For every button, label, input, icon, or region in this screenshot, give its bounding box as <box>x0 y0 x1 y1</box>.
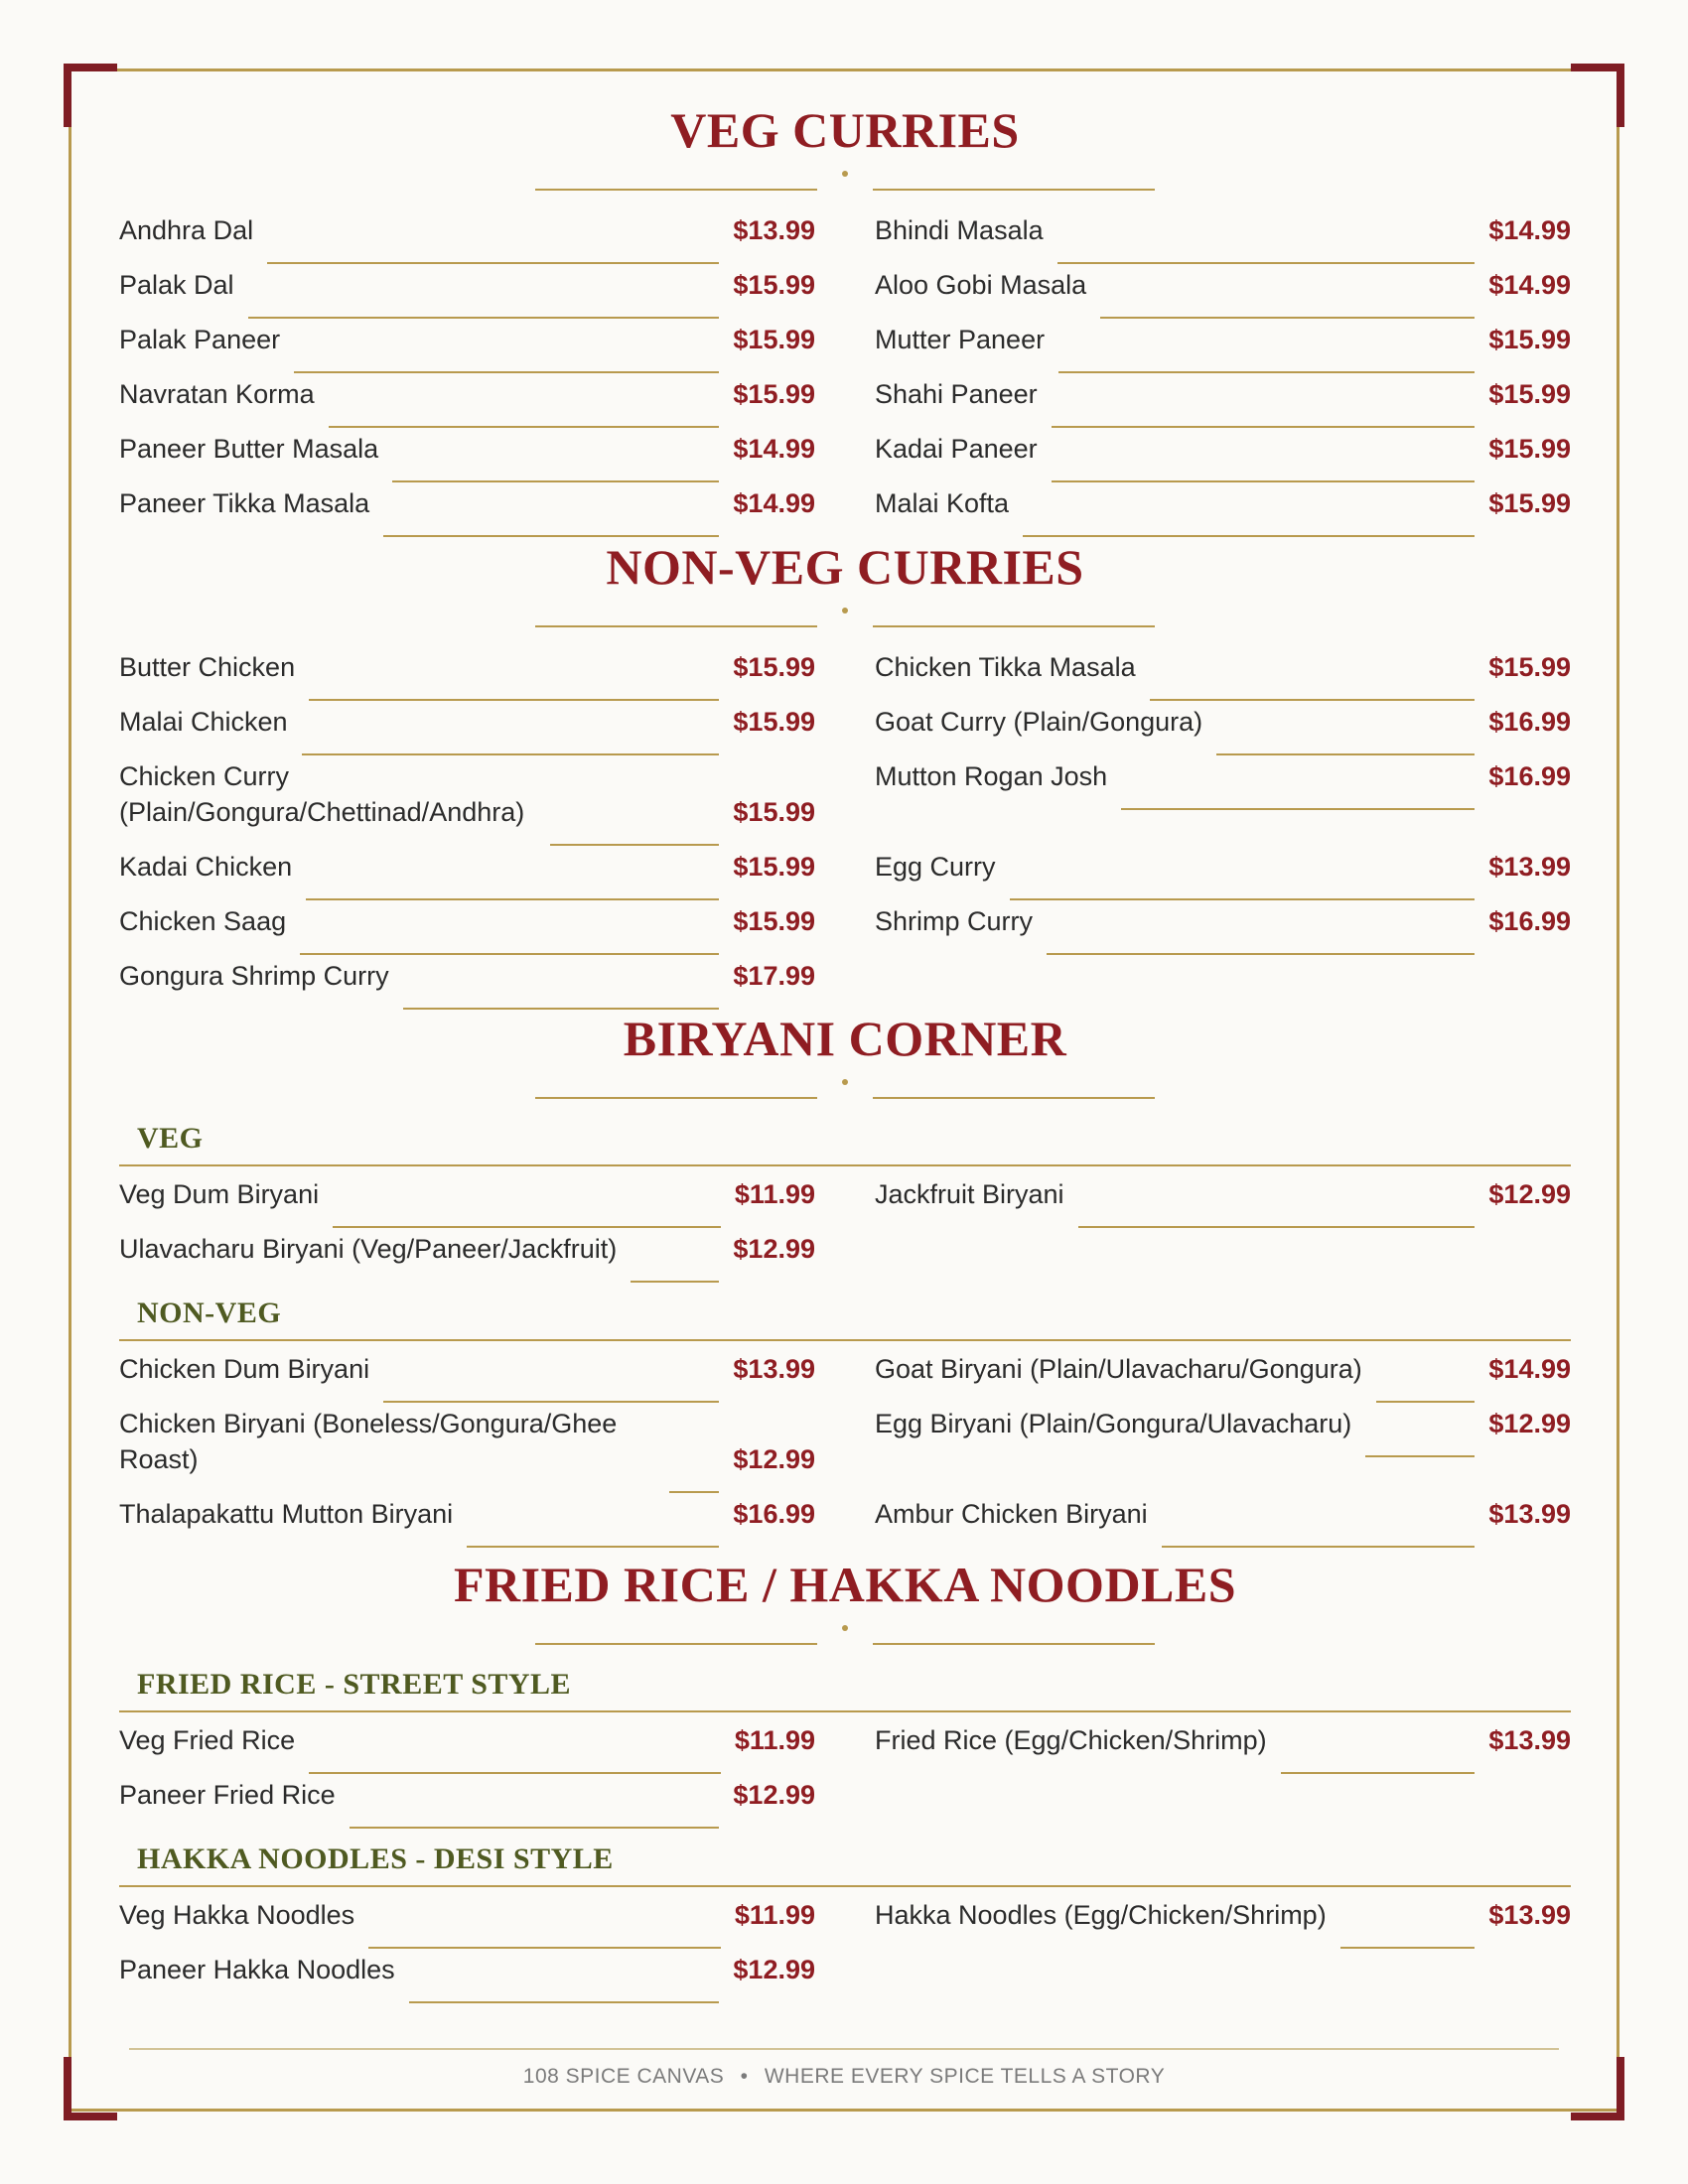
menu-column-left <box>119 649 815 1013</box>
corner-ornament-top-left <box>64 64 117 127</box>
menu-column-right <box>875 212 1571 540</box>
item-price: $11.99 <box>734 1725 815 1755</box>
menu-column-right <box>875 1722 1571 1832</box>
section-veg-curries <box>119 99 1571 540</box>
item-name: Veg Dum Biryani <box>119 1179 320 1209</box>
menu-item <box>119 649 815 685</box>
menu-item <box>119 1351 815 1387</box>
item-name: Chicken Biryani (Boneless/Gongura/Ghee Roast) <box>119 1409 618 1474</box>
item-price: $15.99 <box>733 652 815 682</box>
item-price: $15.99 <box>733 797 815 827</box>
item-name: Paneer Fried Rice <box>119 1780 336 1810</box>
menu-item <box>119 1722 815 1758</box>
section-biryani-corner <box>119 1008 1571 1551</box>
menu-item <box>875 485 1571 521</box>
menu-grid <box>119 1351 1571 1551</box>
item-price: $12.99 <box>733 1955 815 1984</box>
section-title: VEG CURRIES <box>670 102 1020 158</box>
item-name: Gongura Shrimp Curry <box>119 961 389 991</box>
item-name: Bhindi Masala <box>875 215 1044 245</box>
menu-item <box>875 1176 1571 1212</box>
footer <box>0 2065 1688 2089</box>
item-price: $14.99 <box>1488 1354 1571 1384</box>
menu-column-right <box>875 649 1571 1013</box>
menu-item <box>119 1406 815 1477</box>
menu-column-left <box>119 1351 815 1551</box>
item-price: $12.99 <box>733 1234 815 1264</box>
menu-column-right <box>875 1897 1571 2006</box>
menu-column-right <box>875 1176 1571 1286</box>
item-price: $15.99 <box>1488 434 1571 464</box>
item-name: Hakka Noodles (Egg/Chicken/Shrimp) <box>875 1900 1327 1930</box>
menu-item <box>119 267 815 303</box>
menu-item <box>119 376 815 412</box>
item-price: $14.99 <box>733 488 815 518</box>
item-name: Paneer Hakka Noodles <box>119 1955 395 1984</box>
corner-ornament-top-right <box>1571 64 1624 127</box>
menu-item <box>875 376 1571 412</box>
item-name: Egg Curry <box>875 852 996 882</box>
section-fried-rice-hakka-noodles <box>119 1554 1571 2006</box>
menu-item <box>875 849 1571 885</box>
item-name: Kadai Paneer <box>875 434 1038 464</box>
menu-grid <box>119 1176 1571 1286</box>
item-name: Veg Hakka Noodles <box>119 1900 355 1930</box>
menu-item <box>119 849 815 885</box>
menu-item <box>119 212 815 248</box>
menu-item <box>875 649 1571 685</box>
item-name: Thalapakattu Mutton Biryani <box>119 1499 454 1529</box>
section-title: NON-VEG CURRIES <box>606 539 1084 595</box>
item-price: $11.99 <box>734 1900 815 1930</box>
menu-grid <box>119 649 1571 1013</box>
item-price: $16.99 <box>733 1499 815 1529</box>
item-name: Chicken Tikka Masala <box>875 652 1136 682</box>
item-name: Egg Biryani (Plain/Gongura/Ulavacharu) <box>875 1409 1352 1438</box>
item-name: Chicken Saag <box>119 906 287 936</box>
divider-dot-icon <box>842 1625 848 1631</box>
item-name: Aloo Gobi Masala <box>875 270 1087 300</box>
menu-column-left <box>119 1897 815 2006</box>
item-name: Veg Fried Rice <box>119 1725 296 1755</box>
section-title: FRIED RICE / HAKKA NOODLES <box>453 1557 1237 1612</box>
menu-column-left <box>119 212 815 540</box>
item-name: Chicken Dum Biryani <box>119 1354 370 1384</box>
menu-item <box>875 1496 1571 1532</box>
item-name: Fried Rice (Egg/Chicken/Shrimp) <box>875 1725 1267 1755</box>
menu-column-left <box>119 1176 815 1286</box>
menu-item <box>875 903 1571 939</box>
item-name: Kadai Chicken <box>119 852 293 882</box>
menu-item <box>119 958 815 994</box>
item-name: Mutton Rogan Josh <box>875 761 1108 791</box>
menu-column-right <box>875 1351 1571 1551</box>
menu-item <box>119 431 815 467</box>
footer-tagline: WHERE EVERY SPICE TELLS A STORY <box>764 2065 1166 2088</box>
menu-item <box>875 322 1571 357</box>
item-name: Paneer Butter Masala <box>119 434 379 464</box>
section-title: BIRYANI CORNER <box>623 1011 1067 1066</box>
item-price: $14.99 <box>733 434 815 464</box>
item-name: Ambur Chicken Biryani <box>875 1499 1148 1529</box>
menu-item <box>119 758 815 830</box>
item-price: $15.99 <box>1488 325 1571 354</box>
item-name: Goat Curry (Plain/Gongura) <box>875 707 1203 737</box>
menu-item <box>875 704 1571 740</box>
menu-item <box>875 212 1571 248</box>
menu-item <box>875 431 1571 467</box>
item-name: Goat Biryani (Plain/Ulavacharu/Gongura) <box>875 1354 1362 1384</box>
item-price: $13.99 <box>1488 1900 1571 1930</box>
menu-item <box>119 1777 815 1813</box>
footer-separator: • <box>740 2065 749 2088</box>
menu-item <box>119 1176 815 1212</box>
menu-grid <box>119 1897 1571 2006</box>
item-price: $13.99 <box>733 215 815 245</box>
item-name: Malai Kofta <box>875 488 1010 518</box>
item-price: $16.99 <box>1488 707 1571 737</box>
item-name: Palak Dal <box>119 270 234 300</box>
item-name: Chicken Curry (Plain/Gongura/Chettinad/Andhra) <box>119 761 525 827</box>
menu-item <box>875 1897 1571 1933</box>
item-name: Ulavacharu Biryani (Veg/Paneer/Jackfruit) <box>119 1234 618 1264</box>
item-price: $12.99 <box>1488 1179 1571 1209</box>
item-price: $13.99 <box>1488 1499 1571 1529</box>
item-price: $15.99 <box>733 325 815 354</box>
item-name: Shahi Paneer <box>875 379 1038 409</box>
item-name: Palak Paneer <box>119 325 281 354</box>
item-price: $15.99 <box>733 379 815 409</box>
item-price: $14.99 <box>1488 215 1571 245</box>
footer-divider <box>129 2048 1559 2050</box>
item-name: Andhra Dal <box>119 215 254 245</box>
item-price: $13.99 <box>1488 1725 1571 1755</box>
menu-item <box>119 903 815 939</box>
menu-item <box>875 1722 1571 1758</box>
item-name: Mutter Paneer <box>875 325 1046 354</box>
menu-grid <box>119 1722 1571 1832</box>
menu-item <box>875 1406 1571 1441</box>
subsection-heading: FRIED RICE - STREET STYLE <box>119 1665 1571 1712</box>
title-divider <box>119 606 1571 639</box>
menu-column-left <box>119 1722 815 1832</box>
title-divider <box>119 1077 1571 1111</box>
menu-item <box>119 1231 815 1267</box>
menu-item <box>875 758 1571 794</box>
item-price: $15.99 <box>733 852 815 882</box>
subsection-heading: VEG <box>119 1119 1571 1166</box>
title-divider <box>119 1623 1571 1657</box>
item-name: Paneer Tikka Masala <box>119 488 370 518</box>
item-price: $13.99 <box>1488 852 1571 882</box>
item-price: $12.99 <box>733 1780 815 1810</box>
item-price: $17.99 <box>733 961 815 991</box>
subsection-heading: NON-VEG <box>119 1294 1571 1341</box>
divider-dot-icon <box>842 171 848 177</box>
item-price: $14.99 <box>1488 270 1571 300</box>
subsection-heading: HAKKA NOODLES - DESI STYLE <box>119 1840 1571 1887</box>
item-price: $12.99 <box>733 1444 815 1474</box>
item-name: Jackfruit Biryani <box>875 1179 1064 1209</box>
menu-item <box>119 1897 815 1933</box>
section-non-veg-curries <box>119 536 1571 1013</box>
title-divider <box>119 169 1571 203</box>
item-price: $15.99 <box>733 270 815 300</box>
item-name: Shrimp Curry <box>875 906 1034 936</box>
item-name: Navratan Korma <box>119 379 315 409</box>
item-price: $15.99 <box>1488 652 1571 682</box>
divider-dot-icon <box>842 608 848 614</box>
item-price: $15.99 <box>1488 488 1571 518</box>
item-price: $15.99 <box>733 906 815 936</box>
footer-brand: 108 SPICE CANVAS <box>522 2065 725 2088</box>
menu-item <box>875 267 1571 303</box>
item-price: $13.99 <box>733 1354 815 1384</box>
menu-item <box>119 322 815 357</box>
menu-item <box>119 1952 815 1987</box>
divider-dot-icon <box>842 1079 848 1085</box>
item-name: Butter Chicken <box>119 652 296 682</box>
item-price: $12.99 <box>1488 1409 1571 1438</box>
menu-item <box>119 485 815 521</box>
menu-item <box>875 1351 1571 1387</box>
item-name: Malai Chicken <box>119 707 288 737</box>
menu-grid <box>119 212 1571 540</box>
item-price: $15.99 <box>733 707 815 737</box>
item-price: $11.99 <box>734 1179 815 1209</box>
item-price: $16.99 <box>1488 761 1571 791</box>
menu-item <box>119 704 815 740</box>
item-price: $16.99 <box>1488 906 1571 936</box>
item-price: $15.99 <box>1488 379 1571 409</box>
menu-item <box>119 1496 815 1532</box>
